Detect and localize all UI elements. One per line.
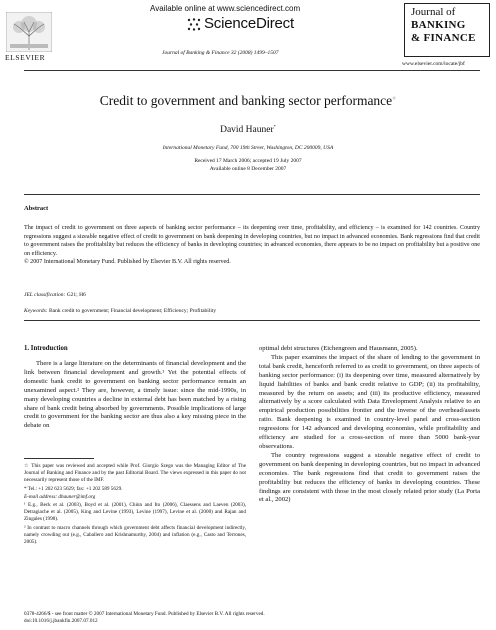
footnote-tel: * Tel.: +1 202 623 5629; fax: +1 202 589 5629. [24, 485, 123, 492]
journal-title-line-1: Journal of [411, 6, 456, 18]
abstract-bottom-rule [24, 320, 480, 321]
journal-citation: Journal of Banking & Finance 32 (2008) 1499–1507 [162, 50, 279, 56]
intro-paragraph-1: There is a large literature on the determinants of financial development and the link between financial development and growth.¹ Yet the potential effects of domestic bank credit to government on banking sector performance remain an unexamined aspect.² They are, however, a timely issue: since the mid-1990s, in many developing countries a decline in external debt has been matched by a rising share of bank credit being absorbed by governments. Possible implications of large credit to government for the banking sector are thus also a key missing piece in the debate on [24, 360, 246, 430]
jel-classification [24, 292, 86, 298]
sciencedirect-logo-text: ScienceDirect [204, 15, 294, 32]
article-title [0, 93, 496, 109]
elsevier-tree-logo [6, 12, 52, 52]
footnote-rule [24, 458, 94, 459]
abstract-copyright: © 2007 International Monetary Fund. Published by Elsevier B.V. All rights reserved. [24, 259, 231, 266]
right-column [259, 345, 480, 505]
publisher-name: ELSEVIER [5, 53, 46, 62]
right-paragraph-1: optimal debt structures (Eichengreen and Hausmann, 2005). [259, 345, 418, 352]
footnotes [24, 463, 246, 547]
left-column [24, 360, 246, 431]
author-footnote-mark: * [273, 123, 276, 129]
available-online-date: Available online 8 December 2007 [209, 166, 287, 172]
footnote-2: ² In contrast to macro channels through which government debt affects financial development indirectly, namely crowding out (e.g., Caballero and Krishnamurthy, 2004) and inflation (e.g., Casto and Terrones, 2005). [24, 524, 246, 546]
section-heading-introduction: 1. Introduction [24, 345, 68, 352]
abstract-body [24, 224, 480, 267]
jel-label: JEL classification: [24, 292, 66, 298]
journal-title-box [404, 3, 490, 57]
available-online-text: Available online at www.sciencedirect.com [150, 4, 301, 13]
jel-value: G21; H6 [66, 292, 86, 298]
sciencedirect-dots-icon [186, 17, 202, 33]
footnote-1: ¹ E.g., Beck et al. (2003), Boyd et al. (2001), Chinn and Ito (2006), Claessens and Laeven (2003), Detragiache et al. (2005), King and Levine (1993), Levine (1997), Levine et al. (2000) and Rajan and Zingales (1998). [24, 502, 246, 523]
abstract-heading: Abstract [24, 205, 49, 212]
issn-line: 0378-4266/$ - see front matter © 2007 International Monetary Fund. Published by Elsevier B.V. All rights reserved. [24, 611, 265, 617]
author-name[interactable]: David Hauner [220, 125, 274, 135]
author [0, 125, 496, 135]
right-paragraph-2: This paper examines the impact of the share of lending to the government in total bank credit, henceforth referred to as credit to government, on three aspects of banking sector performance: (i) its deepening over time, measured alternatively by liquid liabilities of banks and bank credit relative to GDP; (ii) its profitability, measured by the return on assets; and (iii) its productive efficiency, measured alternatively by a score calculated with Data Envelopment Analysis relative to an empirical production possibilities frontier and the inverse of the overhead/assets ratio. Bank deepening is examined in country-level panel and cross-section regressions for 142 advanced and developing economies, while profitability and efficiency are studied for a cross-section of more than 5000 bank-year observations. [259, 353, 480, 450]
keywords [24, 308, 216, 314]
title-footnote-mark: ☆ [392, 95, 397, 101]
article-title-text: Credit to government and banking sector performance [99, 93, 393, 108]
article-footer [24, 611, 265, 625]
keywords-label: Keywords: [24, 308, 48, 314]
journal-title-line-2: BANKING [411, 19, 466, 31]
header-rule [24, 70, 480, 71]
keywords-value: Bank credit to government; Financial development; Efficiency; Profitability [49, 308, 217, 314]
abstract-top-rule [24, 194, 480, 195]
right-paragraph-3: The country regressions suggest a sizeable negative effect of credit to government on bank deepening in developing countries, but no impact in advanced economies. The bank regressions find that credit to government raises the profitability but reduces the efficiency of banks in developing countries. These findings are consistent with those in the most closely related prior study (La Porta et al., 2002) [259, 451, 480, 504]
abstract-text: The impact of credit to government on three aspects of banking sector performance – its deepening over time, profitability, and efficiency – is examined for 142 countries. Country regressions suggest a sizeable negative effect of credit to government on bank deepening in developing countries, but no impact in advanced economies. Bank regressions find that credit to government raises the profitability but reduces the efficiency of banks in developing countries; in advanced economies, there appears to be no impact on profitability but a positive one on efficiency. [24, 225, 480, 257]
received-dates: Received 17 March 2006; accepted 19 July 2007 [194, 158, 302, 164]
journal-title-line-3: & FINANCE [411, 32, 476, 44]
footnote-star: ☆ This paper was reviewed and accepted while Prof. Giorgio Szego was the Managing Editor of The Journal of Banking and Finance and by the past Editorial Board. The views expressed in this paper do not necessarily represent those of the IMF. [24, 463, 246, 484]
affiliation: International Monetary Fund, 700 19th Street, Washington, DC 200009, USA [162, 145, 334, 151]
doi-line[interactable]: doi:10.1016/j.jbankfin.2007.07.012 [24, 618, 98, 624]
journal-url[interactable]: www.elsevier.com/locate/jbf [402, 61, 465, 67]
footnote-email [24, 494, 246, 501]
footnote-email-text[interactable]: E-mail address: dhauner@imf.org [24, 493, 96, 500]
